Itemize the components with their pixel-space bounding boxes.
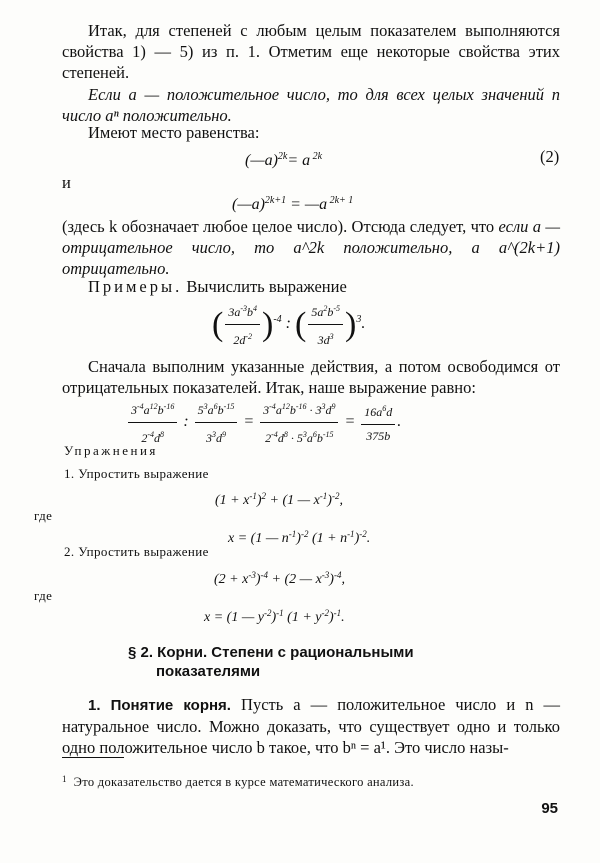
examples-label: Примеры. xyxy=(88,277,183,296)
paragraph-positive-number xyxy=(62,84,560,126)
paragraph-intro: Итак, для степеней с любым целым показателем выполняются свойства 1) — 5) из п. 1. Отметим еще некоторые свойства этих степеней. xyxy=(62,21,560,82)
where-label-2: где xyxy=(34,588,53,603)
exercises-title: Упражнения xyxy=(64,443,158,458)
formula-odd-power: (—a)$^{2k+1}$ = —a $^{2k+ 1}$ xyxy=(232,195,354,213)
conjunction-and: и xyxy=(62,173,71,192)
formula-even-power: (—a)$^{2k}$= a $^{2k}$ xyxy=(245,151,323,169)
footnote-divider xyxy=(62,757,124,758)
examples-text: Вычислить выражение xyxy=(186,277,347,296)
page-number: 95 xyxy=(541,800,558,817)
paragraph-sign-rule xyxy=(62,216,560,279)
section-heading-line2: показателями xyxy=(156,663,261,680)
section-heading xyxy=(128,643,414,681)
footnote: $^1$ Это доказательство дается в курсе математического анализа. xyxy=(62,774,414,789)
exercise-2: 2. Упростить выражение xyxy=(64,544,209,559)
formula-exercise-2: $(2 + x^{-3})^{-4} + (2$ — $x^{-3})^{-4}$, xyxy=(214,570,345,587)
sign-rule-plain: (здесь k обозначает любое целое число). Отсюда следует, что xyxy=(62,217,495,236)
section-heading-line1: § 2. Корни. Степени с рациональными xyxy=(128,644,414,661)
exercise-1: 1. Упростить выражение xyxy=(64,466,209,481)
paragraph-equalities: Имеют место равенства: xyxy=(88,123,260,142)
formula-exercise-2-where: x = (1 — $y^{-2})^{-1}$ $(1 + y^{-2})^{-1}$. xyxy=(204,608,345,625)
root-concept-text: Пусть a — положительное число и n — натуральное число. Можно доказать, что существует одно и только одно положительное число b такое, что bⁿ = a¹. Это число назы- xyxy=(62,695,560,757)
paragraph-examples xyxy=(62,276,560,297)
paragraph-solution: Сначала выполним указанные действия, а потом освободимся от отрицательных показателей. Итак, наше выражение равно: xyxy=(62,357,560,397)
footnote-text: Это доказательство дается в курсе математического анализа. xyxy=(73,775,414,789)
formula-exercise-1-where: x = (1 — $n^{-1})^{-2}$ $(1 + n^{-1})^{-2}$. xyxy=(228,529,371,546)
equation-number: (2) xyxy=(540,147,560,166)
paragraph-root-concept xyxy=(62,694,560,758)
root-concept-heading: 1. Понятие корня. xyxy=(88,697,231,714)
formula-exercise-1: $(1 + x^{-1})^2 + (1$ — $x^{-1})^{-2}$, xyxy=(215,491,343,508)
sign-rule-italic: если a — отрицательное число, то a^2k положительно, а a^(2k+1) отрицательно. xyxy=(62,217,561,278)
statement-positive: Если a — положительное число, то для всех целых значений n число aⁿ положительно. xyxy=(62,85,560,125)
formula-example-expression: ( $\frac{3a^{-3}b^4}{2d^{-2}}$ )$^{-4}$ : ( $\frac{5a^2b^{-5}}{3d^3}$ )$^3$. xyxy=(212,298,365,351)
where-label-1: где xyxy=(34,508,53,523)
formula-solution: $\frac{3^{-4}a^{12}b^{-16}}{2^{-4}d^8}$ : $\frac{5^3a^6b^{-15}}{3^3d^9}$ = $\frac{3^{-4}a^{12}b^{-16} \cdot 3^3d^9}{2^{-4}d^8 \cdot 5^3a^6b^{-15}}$ = $\frac{16a^6d}{375b}$ . xyxy=(126,396,401,449)
